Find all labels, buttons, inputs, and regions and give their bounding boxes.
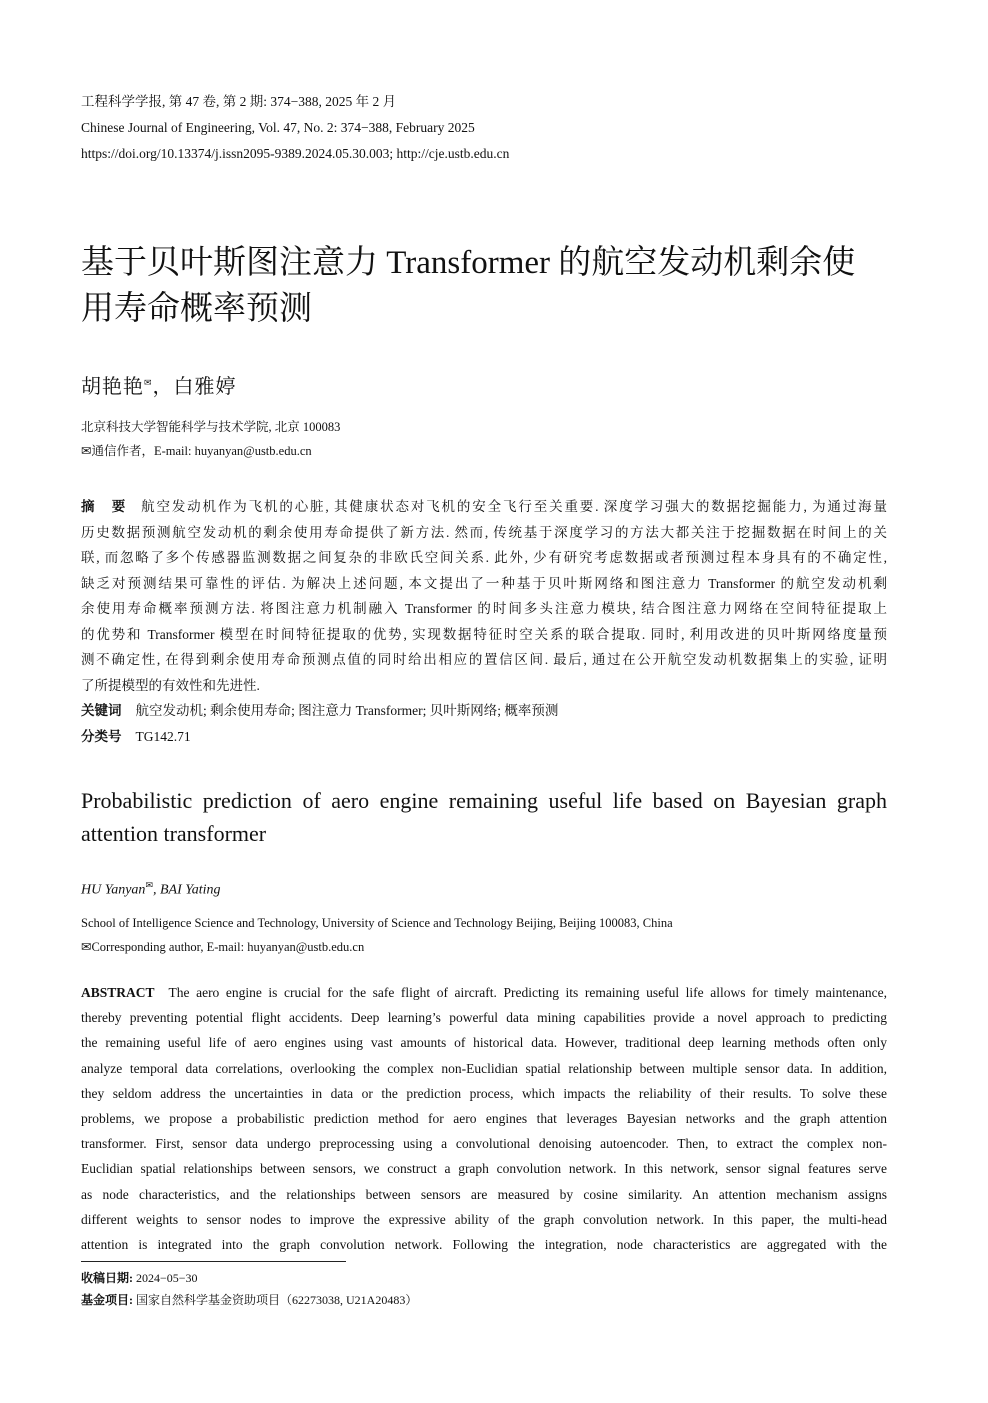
abstract-line: problems, we propose a probabilistic prediction method for aero engines that leverages Bayesian networks and the graph attention (81, 1110, 887, 1126)
abstract-en (81, 980, 887, 1257)
author: HU Yanyan (81, 882, 146, 898)
abstract-label: ABSTRACT (81, 985, 155, 1000)
affiliation-cn (81, 415, 887, 463)
abstract-line: the remaining useful life of aero engines using vast amounts of historical data. However, traditional deep learning methods often only (81, 1035, 887, 1051)
journal-header (81, 89, 887, 167)
title-cn (81, 240, 887, 332)
title-en (81, 784, 887, 850)
keywords-label: 关键词 (81, 703, 122, 718)
classification-cn (81, 724, 887, 750)
doi-link[interactable]: https://doi.org/10.13374/j.issn2095-9389.2024.05.30.003; http://cje.ustb.edu.cn (81, 146, 510, 161)
title-line: 用寿命概率预测 (81, 291, 312, 327)
header-cn: 工程科学学报, 第 47 卷, 第 2 期: 374−388, 2025 年 2 月 (81, 94, 397, 109)
class-value: TG142.71 (135, 728, 191, 744)
funding: 基金项目: 国家自然科学基金资助项目（62273038, U21A20483） (81, 1293, 418, 1307)
abstract-line: they seldom address the uncertainties in data or the prediction process, which impacts the reliability of their results. To solve these (81, 1085, 887, 1101)
abstract-line: transformer. First, sensor data undergo preprocessing using a convolutional denoising autoencoder. Then, to extract the complex non- (81, 1136, 887, 1152)
abstract-line: 缺乏对预测结果可靠性的评估. 为解决上述问题, 本文提出了一种基于贝叶斯网络和图注意力 Transformer 的航空发动机剩 (81, 575, 887, 591)
abstract-label: 摘 要 (81, 499, 128, 514)
abstract-line: 历史数据预测航空发动机的剩余使用寿命提供了新方法. 然而, 传统基于深度学习的方法大都关注于挖掘数据在时间上的关 (81, 524, 887, 540)
keywords-cn (81, 698, 887, 724)
mail-icon: ✉ (144, 377, 153, 388)
affiliation: 北京科技大学智能科学与技术学院, 北京 100083 (81, 420, 341, 434)
footnotes (81, 1267, 887, 1311)
title-line: attention transformer (81, 821, 267, 846)
abstract-line: 摘 要 航空发动机作为飞机的心脏, 其健康状态对飞机的安全飞行至关重要. 深度学习强大的数据挖掘能力, 为通过海量 (81, 499, 887, 514)
separator: ， (152, 376, 174, 398)
abstract-line: 测不确定性, 在得到剩余使用寿命预测点值的同时给出相应的置信区间. 最后, 通过在公开航空发动机数据集上的实验, 证明 (81, 652, 887, 667)
abstract-line: attention is integrated into the graph convolution network. Following the integration, node characteristics are aggregated with the (81, 1236, 887, 1252)
abstract-line: 的优势和 Transformer 模型在时间特征提取的优势, 实现数据特征时空关系的联合提取. 同时, 利用改进的贝叶斯网络度量预 (81, 626, 887, 642)
corresponding-author: ✉通信作者，E-mail: huyanyan@ustb.edu.cn (81, 444, 312, 458)
title-line: Probabilistic prediction of aero engine remaining useful life based on Bayesian graph (81, 788, 887, 813)
abstract-line: analyze temporal data correlations, overlooking the complex non-Euclidian spatial relationship between multiple sensor data. In addition, (81, 1060, 887, 1076)
title-line: 基于贝叶斯图注意力 Transformer 的航空发动机剩余使 (81, 245, 856, 281)
abstract-line: 联, 而忽略了多个传感器监测数据之间复杂的非欧氏空间关系. 此外, 少有研究考虑数据或者预测过程本身具有的不确定性, (81, 550, 887, 565)
abstract-line: ABSTRACT The aero engine is crucial for the safe flight of aircraft. Predicting its remaining useful life allows for timely maintenance, (81, 985, 887, 1000)
class-label: 分类号 (81, 728, 122, 744)
authors-cn (81, 370, 887, 399)
header-en: Chinese Journal of Engineering, Vol. 47, No. 2: 374−388, February 2025 (81, 120, 475, 135)
keywords-value: 航空发动机; 剩余使用寿命; 图注意力 Transformer; 贝叶斯网络; 概率预测 (135, 703, 559, 718)
author: 白雅婷 (173, 376, 237, 398)
authors-en (81, 880, 887, 899)
abstract-line: different weights to sensor nodes to improve the expressive ability of the graph convolution network. In this paper, the multi-head (81, 1211, 887, 1227)
abstract-line: 了所提模型的有效性和先进性. (81, 677, 260, 693)
footnote-divider (81, 1261, 346, 1262)
abstract-line: as node characteristics, and the relationships between sensors are measured by cosine similarity. An attention mechanism assigns (81, 1186, 887, 1202)
abstract-line: Euclidian spatial relationships between sensors, we construct a graph convolution network. In this network, sensor signal features serve (81, 1161, 887, 1177)
abstract-line: 余使用寿命概率预测方法. 将图注意力机制融入 Transformer 的时间多头注意力模块, 结合图注意力网络在空间特征提取上 (81, 601, 887, 616)
corresponding-author: ✉Corresponding author, E-mail: huyanyan@ustb.edu.cn (81, 940, 365, 954)
affiliation: School of Intelligence Science and Technology, University of Science and Technology Beijing, Beijing 100083, China (81, 916, 673, 930)
mail-icon: ✉ (145, 880, 153, 890)
received-date: 收稿日期: 2024−05−30 (81, 1271, 198, 1285)
abstract-line: thereby preventing potential flight accidents. Deep learning’s powerful data mining capabilities provide a novel approach to predicting (81, 1010, 887, 1026)
abstract-cn (81, 494, 887, 749)
affiliation-en (81, 911, 887, 959)
author: 胡艳艳 (81, 376, 144, 398)
author: , BAI Yating (152, 882, 221, 898)
